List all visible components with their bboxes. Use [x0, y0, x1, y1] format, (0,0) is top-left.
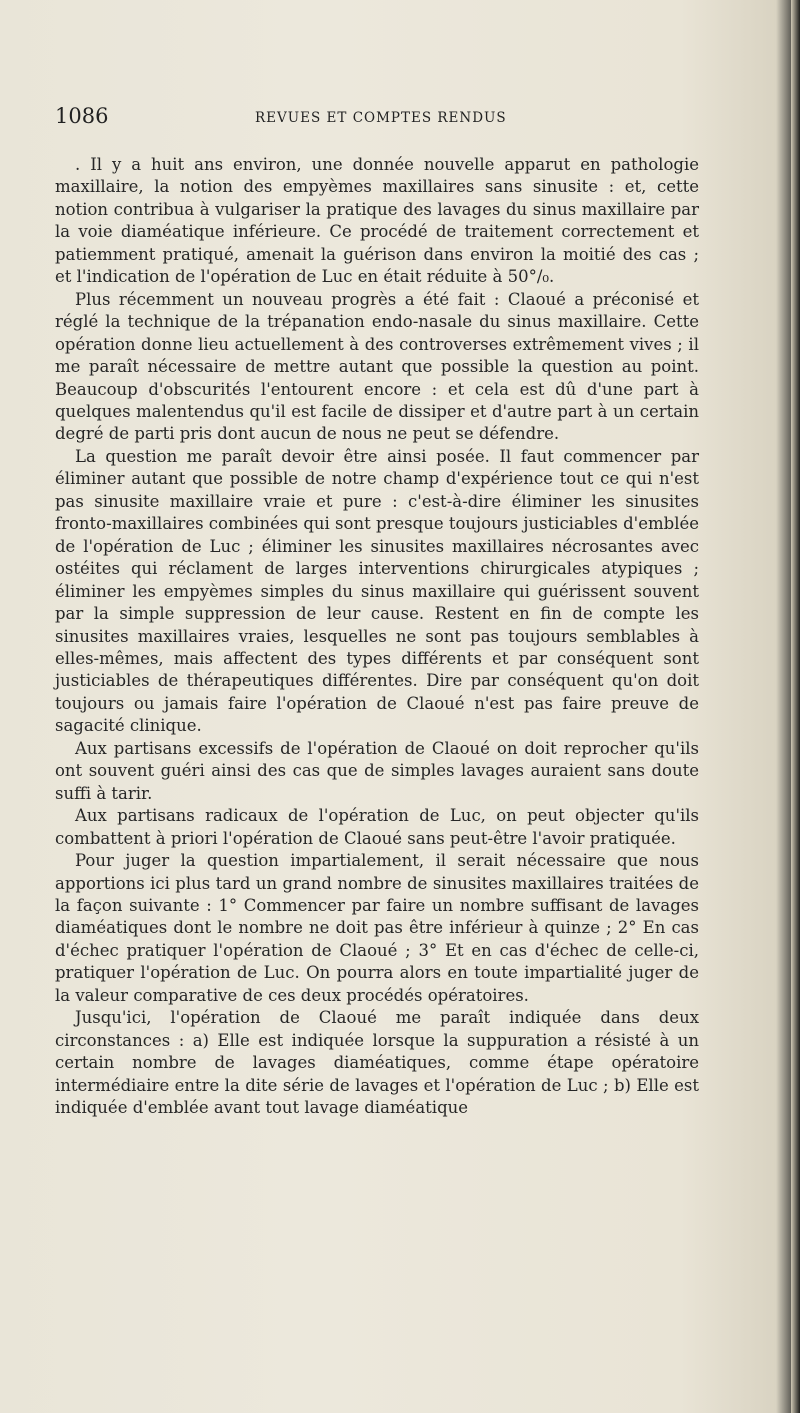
page-number: 1086	[55, 104, 109, 128]
paragraph: Pour juger la question impartialement, il serait nécessaire que nous apportions ici plus tard un grand nombre de sinusites maxillaires traitées de la façon suivante : 1° Commencer par faire un nombre suffisant de lavages diaméatiques dont le nombre ne doit pas être inférieur à quinze ; 2° En cas d'échec pratiquer l'opération de Claoué ; 3° Et en cas d'échec de celle-ci, pratiquer l'opération de Luc. On pourra alors en toute impartialité juger de la valeur comparative de ces deux procédés opératoires.	[55, 851, 699, 1005]
paragraph: . Il y a huit ans environ, une donnée nouvelle apparut en pathologie maxillaire, la notion des empyèmes maxillaires sans sinusite : et, cette notion contribua à vulgariser la pratique des lavages du sinus maxillaire par la voie diaméatique inférieure. Ce procédé de traitement correctement et patiemment pratiqué, amenait la guérison dans environ la moitié des cas ; et l'indication de l'opération de Luc en était réduite à 50°/₀.	[55, 155, 699, 287]
body-text	[55, 154, 699, 1119]
paragraph: Aux partisans excessifs de l'opération de Claoué on doit reprocher qu'ils ont souvent guéri ainsi des cas que de simples lavages auraient sans doute suffi à tarir.	[55, 738, 699, 803]
paragraph: Jusqu'ici, l'opération de Claoué me paraît indiquée dans deux circonstances : a) Elle est indiquée lorsque la suppuration a résisté à un certain nombre de lavages diaméatiques, comme étape opératoire intermédiaire entre la dite série de lavages et l'opération de Luc ; b) Elle est indiquée d'emblée avant tout lavage diaméatique	[55, 1008, 699, 1118]
page-edge-shadow	[791, 0, 800, 1413]
paragraph: La question me paraît devoir être ainsi posée. Il faut commencer par éliminer autant que possible de notre champ d'expérience tout ce qui n'est pas sinusite maxillaire vraie et pure : c'est-à-dire éliminer les sinusites fronto-maxillaires combinées qui sont presque toujours justiciables d'emblée de l'opération de Luc ; éliminer les sinusites maxillaires nécrosantes avec ostéites qui réclament de larges interventions chirurgicales atypiques ; éliminer les empyèmes simples du sinus maxillaire qui guérissent souvent par la simple suppression de leur cause. Restent en fin de compte les sinusites maxillaires vraies, lesquelles ne sont pas toujours semblables à elles-mêmes, mais affectent des types différents et par conséquent sont justiciables de thérapeutiques différentes. Dire par conséquent qu'on doit toujours ou jamais faire l'opération de Claoué n'est pas faire preuve de sagacité clinique.	[55, 446, 699, 736]
paragraph: Plus récemment un nouveau progrès a été fait : Claoué a préconisé et réglé la technique de la trépanation endo-nasale du sinus maxillaire. Cette opération donne lieu actuellement à des controverses extrêmement vives ; il me paraît nécessaire de mettre autant que possible la question au point. Beaucoup d'obscurités l'entourent encore : et cela est dû d'une part à quelques malentendus qu'il est facile de dissiper et d'autre part à un certain degré de parti pris dont aucun de nous ne peut se défendre.	[55, 289, 699, 444]
running-title: REVUES ET COMPTES RENDUS	[255, 110, 507, 126]
running-head	[55, 104, 755, 134]
paragraph: Aux partisans radicaux de l'opération de Luc, on peut objecter qu'ils combattent à priori l'opération de Claoué sans peut-être l'avoir pratiquée.	[55, 806, 699, 848]
